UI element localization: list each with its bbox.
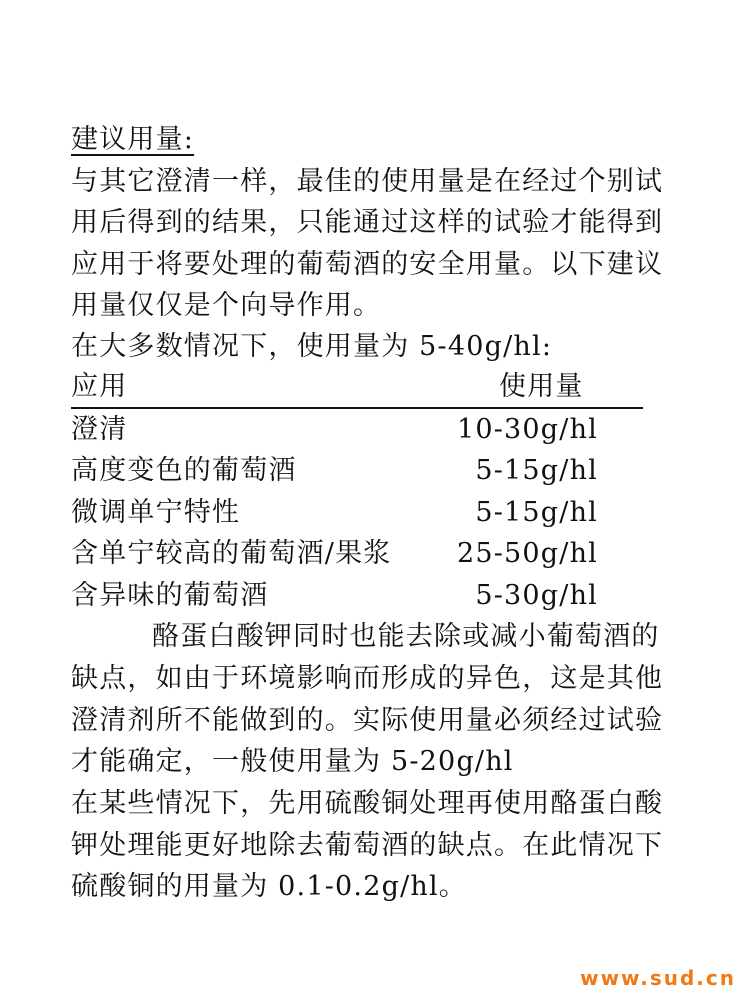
intro-line-3: 应用于将要处理的葡萄酒的安全用量。以下建议 [71,249,664,280]
row-application: 含异味的葡萄酒 [71,580,269,611]
row-dosage: 5-15g/hl [475,455,598,486]
paragraph3-line-1: 在某些情况下，先用硫酸铜处理再使用酪蛋白酸 [71,788,664,819]
table-row [71,493,631,533]
row-application: 澄清 [71,414,128,445]
row-dosage: 5-15g/hl [475,497,598,528]
paragraph2-line-4: 才能确定，一般使用量为 5-20g/hl [71,746,514,777]
header-application: 应用 [71,371,128,402]
table-row [71,576,631,616]
intro-line-2: 用后得到的结果，只能通过这样的试验才能得到 [71,207,664,238]
header-dosage: 使用量 [499,371,584,402]
table-row [71,451,631,491]
intro-line-4: 用量仅仅是个向导作用。 [71,290,382,321]
paragraph3-line-2: 钾处理能更好地除去葡萄酒的缺点。在此情况下 [71,830,664,861]
paragraph2-line-3: 澄清剂所不能做到的。实际使用量必须经过试验 [71,705,664,736]
intro-line-5: 在大多数情况下，使用量为 5-40g/hl: [71,331,553,362]
row-dosage: 25-50g/hl [456,538,598,569]
intro-line-1: 与其它澄清一样，最佳的使用量是在经过个别试 [71,166,664,197]
table-row [71,534,631,574]
row-dosage: 10-30g/hl [456,414,598,445]
paragraph3-line-3: 硫酸铜的用量为 0.1-0.2g/hl。 [71,871,467,902]
section-heading: 建议用量: [71,124,195,155]
site-watermark: www.sud.cn [580,966,736,990]
table-row [71,410,631,450]
paragraph2-line-1: 酪蛋白酸钾同时也能去除或减小葡萄酒的 [152,621,660,652]
dosage-table-header [71,367,643,409]
paragraph2-line-2: 缺点，如由于环境影响而形成的异色，这是其他 [71,663,664,694]
row-application: 高度变色的葡萄酒 [71,455,297,486]
row-application: 微调单宁特性 [71,497,241,528]
row-dosage: 5-30g/hl [475,580,598,611]
row-application: 含单宁较高的葡萄酒/果浆 [71,538,392,569]
